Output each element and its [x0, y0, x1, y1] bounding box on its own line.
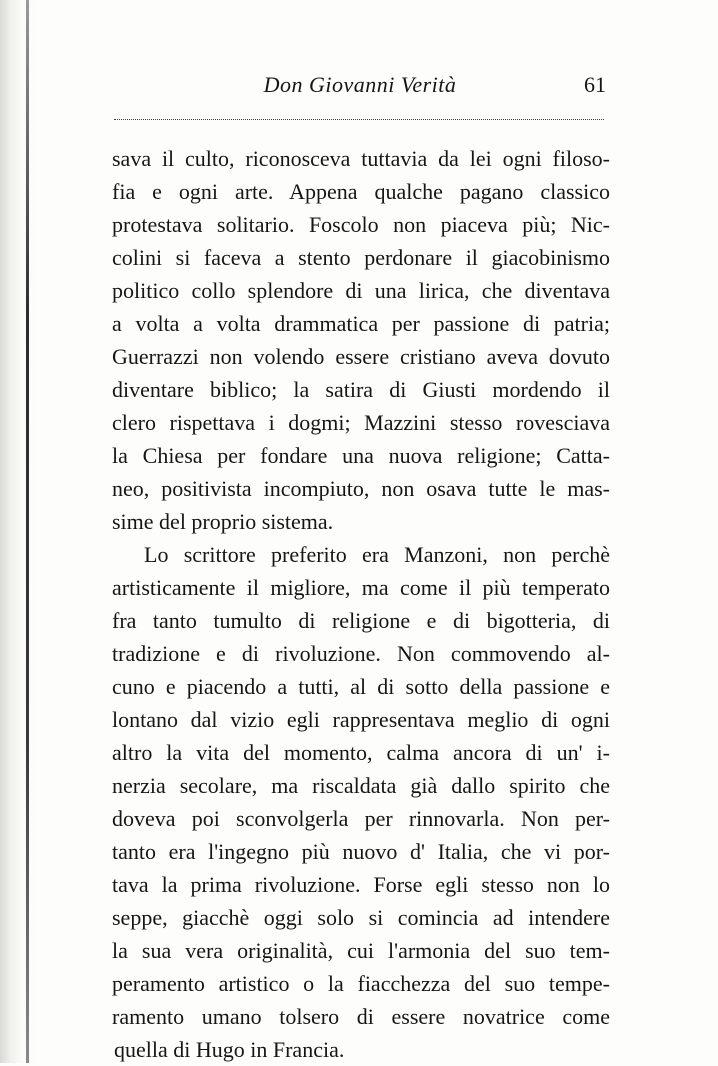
text-line: cuno e piacendo a tutti, al di sotto della passione e [112, 674, 610, 699]
text-line: clero rispettava i dogmi; Mazzini stesso rovesciava [112, 410, 610, 435]
text-line: protestava solitario. Foscolo non piaceva più; Nic- [112, 212, 610, 237]
text-line: a volta a volta drammatica per passione di patria; [112, 311, 610, 336]
paragraph-end-line: quella di Hugo in Francia. [114, 1037, 345, 1062]
book-spine-edge [26, 0, 29, 1063]
text-line: diventare biblico; la satira di Giusti mordendo il [112, 377, 610, 402]
paragraph-end-line: sime del proprio sistema. [112, 509, 334, 534]
text-line: artisticamente il migliore, ma come il più temperato [112, 575, 610, 600]
text-line: tradizione e di rivoluzione. Non commovendo al- [112, 641, 610, 666]
text-line: peramento artistico o la fiacchezza del suo tempe- [112, 971, 610, 996]
text-line: neo, positivista incompiuto, non osava tutte le mas- [112, 476, 610, 501]
book-gutter-shadow [0, 0, 40, 1063]
text-line: tava la prima rivoluzione. Forse egli stesso non lo [112, 872, 610, 897]
text-line: ramento umano tolsero di essere novatrice come [112, 1004, 610, 1029]
text-line: sava il culto, riconosceva tuttavia da lei ogni filoso- [112, 146, 610, 171]
text-line: tanto era l'ingegno più nuovo d' Italia, che vi por- [112, 839, 610, 864]
header-dotted-rule [114, 119, 604, 120]
text-line: la Chiesa per fondare una nuova religione; Catta- [112, 443, 610, 468]
text-line: fra tanto tumulto di religione e di bigotteria, di [112, 608, 610, 633]
text-line: politico collo splendore di una lirica, che diventava [112, 278, 610, 303]
text-line: la sua vera originalità, cui l'armonia del suo tem- [112, 938, 610, 963]
running-header-title: Don Giovanni Verità [263, 72, 457, 97]
text-line: fia e ogni arte. Appena qualche pagano classico [112, 179, 610, 204]
text-line: seppe, giacchè oggi solo si comincia ad intendere [112, 905, 610, 930]
text-line: nerzia secolare, ma riscaldata già dallo spirito che [112, 773, 610, 798]
page-body-text [112, 142, 610, 1066]
text-line: Guerrazzi non volendo essere cristiano aveva dovuto [112, 344, 610, 369]
text-line: altro la vita del momento, calma ancora di un' i- [112, 740, 610, 765]
text-line: doveva poi sconvolgerla per rinnovarla. Non per- [112, 806, 610, 831]
text-line: colini si faceva a stento perdonare il giacobinismo [112, 245, 610, 270]
paragraph-start-line: Lo scrittore preferito era Manzoni, non perchè [144, 542, 610, 567]
page-number: 61 [584, 72, 606, 97]
text-line: lontano dal vizio egli rappresentava meglio di ogni [112, 707, 610, 732]
